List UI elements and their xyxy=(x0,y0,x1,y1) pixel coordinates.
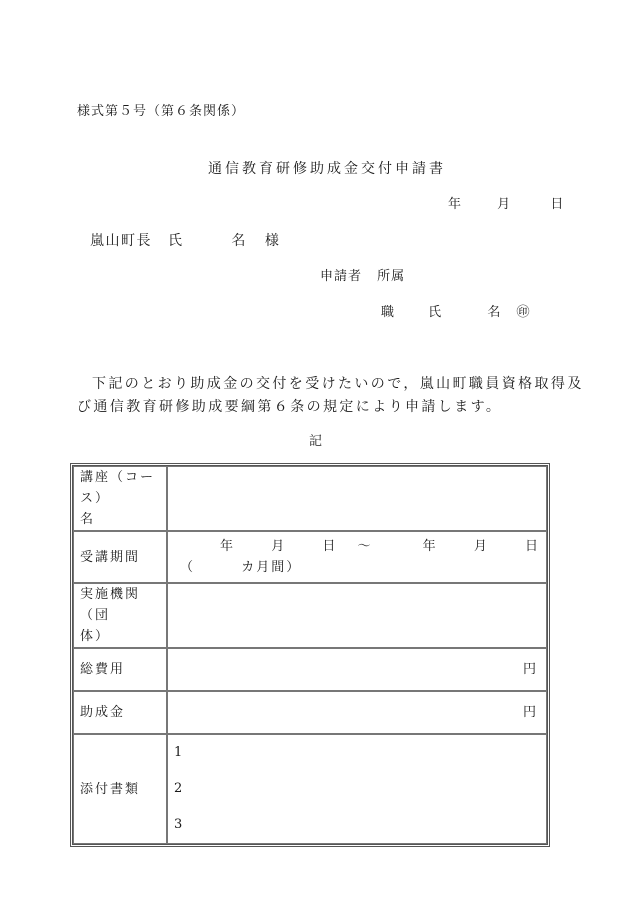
row-period xyxy=(73,531,547,583)
date-day: 日 xyxy=(550,197,565,212)
applicant-mei: 名 xyxy=(487,305,502,320)
applicant-shi: 氏 xyxy=(428,305,443,320)
period-paren-open: （ xyxy=(180,560,196,575)
period-year-1: 年 xyxy=(220,539,236,554)
date-year: 年 xyxy=(448,197,463,212)
ki-heading: 記 xyxy=(309,434,324,449)
addressee-town: 嵐山町長 xyxy=(90,233,152,249)
period-month-1: 月 xyxy=(271,539,287,554)
subsidy-unit: 円 xyxy=(522,705,538,720)
applicant-label: 申請者 xyxy=(320,269,363,284)
row-attachments xyxy=(73,734,547,844)
period-value[interactable] xyxy=(167,531,547,583)
subsidy-label: 助成金 xyxy=(73,691,167,734)
period-day-1: 日 xyxy=(322,539,338,554)
total-cost-label: 総費用 xyxy=(73,648,167,691)
applicant-affiliation: 所属 xyxy=(377,269,406,284)
addressee-sama: 様 xyxy=(264,233,281,249)
institution-label xyxy=(73,583,167,648)
period-month-2: 月 xyxy=(473,539,489,554)
period-months-line xyxy=(174,557,540,578)
application-table xyxy=(70,463,550,847)
course-label-line-2: 名 xyxy=(80,512,96,527)
institution-value[interactable] xyxy=(167,583,547,648)
course-label xyxy=(73,466,167,531)
applicant-name-line xyxy=(381,301,530,320)
attachment-3: 3 xyxy=(174,817,185,832)
applicant-affiliation-line xyxy=(320,265,405,284)
period-months: カ月間） xyxy=(241,560,302,575)
attachments-label: 添付書類 xyxy=(73,734,167,844)
addressee-mei: 名 xyxy=(231,233,247,249)
body-line-2: び通信教育研修助成要綱第６条の規定により申請します。 xyxy=(77,399,503,415)
institution-label-line-1: 実施機関（団 xyxy=(80,587,141,623)
row-course xyxy=(73,466,547,531)
addressee-shi: 氏 xyxy=(167,233,184,249)
period-dates xyxy=(174,536,540,557)
attachment-2: 2 xyxy=(174,781,185,796)
course-label-line-1: 講座（コース） xyxy=(80,470,156,506)
total-cost-unit: 円 xyxy=(522,662,538,677)
addressee-line xyxy=(90,230,280,250)
date-month: 月 xyxy=(497,197,512,212)
course-value[interactable] xyxy=(167,466,547,531)
applicant-position: 職 xyxy=(381,305,396,320)
period-tilde: ～ xyxy=(357,539,373,554)
body-line-1: 下記のとおり助成金の交付を受けたいので，嵐山町職員資格取得及 xyxy=(92,376,584,392)
period-year-2: 年 xyxy=(422,539,438,554)
attachment-1: 1 xyxy=(174,745,185,760)
row-institution xyxy=(73,583,547,648)
period-label: 受講期間 xyxy=(73,531,167,583)
period-day-2: 日 xyxy=(524,539,540,554)
attachments-value[interactable] xyxy=(167,734,547,844)
institution-label-line-2: 体） xyxy=(80,629,111,644)
seal-mark: ㊞ xyxy=(516,305,531,320)
subsidy-value[interactable] xyxy=(167,691,547,734)
form-number: 様式第５号（第６条関係） xyxy=(77,104,246,119)
total-cost-value[interactable] xyxy=(167,648,547,691)
form-title: 通信教育研修助成金交付申請書 xyxy=(208,161,446,177)
row-total-cost xyxy=(73,648,547,691)
row-subsidy xyxy=(73,691,547,734)
date-line xyxy=(448,193,564,212)
